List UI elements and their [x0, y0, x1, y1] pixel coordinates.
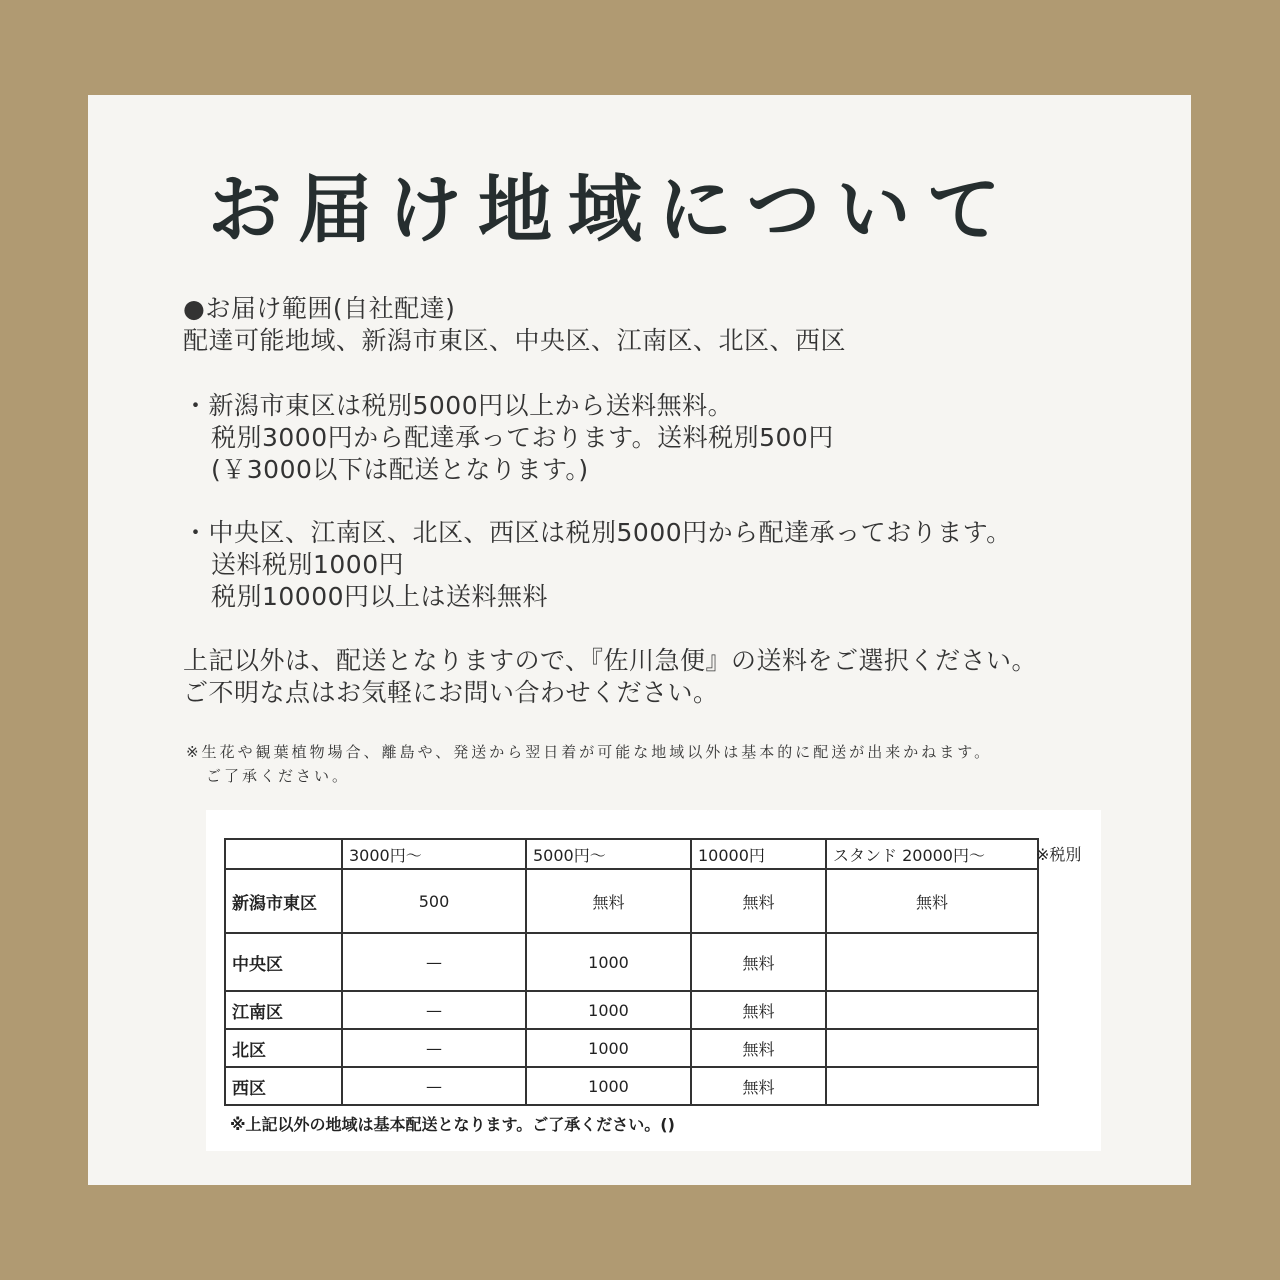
delivery-range-heading: ●お届け範囲(自社配達) [183, 294, 456, 323]
header-cell-corner [225, 839, 342, 869]
cell-5000: 無料 [526, 869, 691, 933]
caution-note [186, 740, 992, 788]
cell-5000: 1000 [526, 933, 691, 991]
fee-table [224, 838, 1039, 1106]
info-card [88, 95, 1191, 1185]
cell-10000: 無料 [691, 933, 826, 991]
higashi-line-2: 税別3000円から配達承っております。送料税別500円 [211, 423, 834, 452]
caution-line-1: ※生花や観葉植物場合、離島や、発送から翌日着が可能な地域以外は基本的に配送が出来かねます。 [186, 743, 993, 761]
cell-stand [826, 991, 1038, 1029]
cell-10000: 無料 [691, 869, 826, 933]
cell-10000: 無料 [691, 991, 826, 1029]
shipping-line-1: 上記以外は、配送となりますので、『佐川急便』の送料をご選択ください。 [183, 646, 1038, 675]
row-label: 中央区 [225, 933, 342, 991]
higashi-line-1: ・新潟市東区は税別5000円以上から送料無料。 [183, 391, 734, 420]
page-title: お届け地域について [208, 167, 1017, 253]
table-header-row [225, 839, 1038, 869]
cell-3000: — [342, 1029, 526, 1067]
wards-line-3: 税別10000円以上は送料無料 [211, 582, 549, 611]
other-wards-section [183, 517, 1012, 613]
table-row [225, 933, 1038, 991]
shipping-section [183, 645, 1037, 709]
header-cell-10000: 10000円 [691, 839, 826, 869]
header-cell-3000: 3000円～ [342, 839, 526, 869]
row-label: 江南区 [225, 991, 342, 1029]
delivery-areas-text: 配達可能地域、新潟市東区、中央区、江南区、北区、西区 [183, 326, 847, 355]
cell-10000: 無料 [691, 1067, 826, 1105]
table-row [225, 1029, 1038, 1067]
wards-line-2: 送料税別1000円 [211, 550, 405, 579]
higashi-ku-section [183, 390, 834, 486]
cell-5000: 1000 [526, 1067, 691, 1105]
table-row [225, 1067, 1038, 1105]
wards-line-1: ・中央区、江南区、北区、西区は税別5000円から配達承っております。 [183, 518, 1012, 547]
cell-10000: 無料 [691, 1029, 826, 1067]
caution-line-2: ご了承ください。 [206, 767, 351, 785]
cell-3000: 500 [342, 869, 526, 933]
header-cell-5000: 5000円～ [526, 839, 691, 869]
table-footnote: ※上記以外の地域は基本配送となります。ご了承ください。() [230, 1115, 675, 1134]
shipping-line-2: ご不明な点はお気軽にお問い合わせください。 [183, 678, 719, 707]
row-label: 北区 [225, 1029, 342, 1067]
row-label: 新潟市東区 [225, 869, 342, 933]
table-row [225, 991, 1038, 1029]
cell-5000: 1000 [526, 991, 691, 1029]
header-cell-stand: スタンド 20000円～ [826, 839, 1038, 869]
fee-table-image [206, 810, 1101, 1151]
cell-stand: 無料 [826, 869, 1038, 933]
cell-stand [826, 1067, 1038, 1105]
row-label: 西区 [225, 1067, 342, 1105]
cell-3000: — [342, 991, 526, 1029]
cell-stand [826, 1029, 1038, 1067]
cell-stand [826, 933, 1038, 991]
higashi-line-3: (￥3000以下は配送となります。) [211, 455, 589, 484]
table-row [225, 869, 1038, 933]
delivery-range-section [183, 293, 846, 357]
cell-5000: 1000 [526, 1029, 691, 1067]
cell-3000: — [342, 933, 526, 991]
tax-note: ※税別 [1036, 845, 1082, 864]
cell-3000: — [342, 1067, 526, 1105]
